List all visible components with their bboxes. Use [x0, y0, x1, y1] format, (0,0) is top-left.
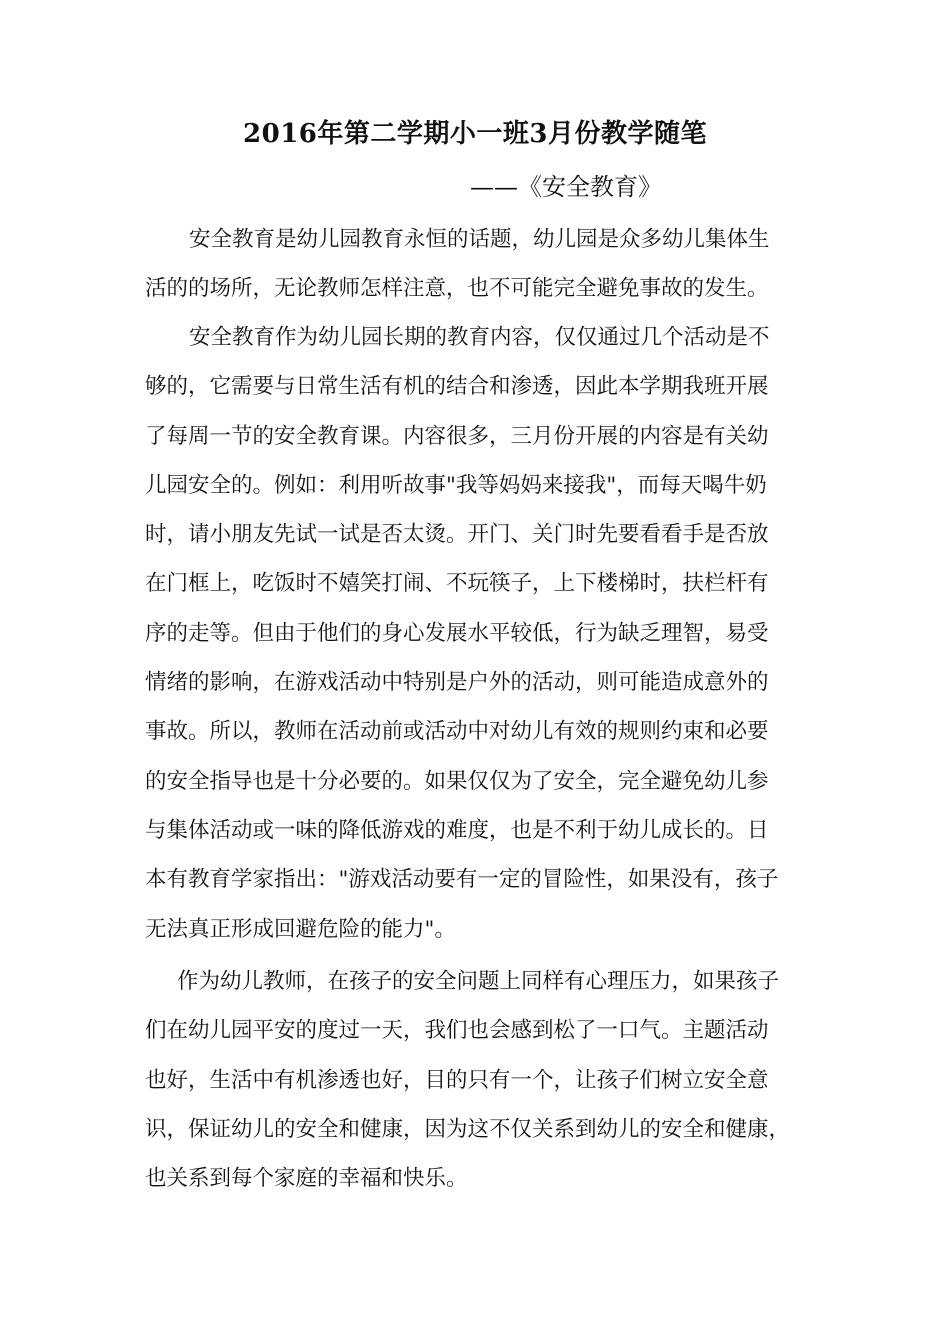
paragraph-line: 安全教育作为幼儿园长期的教育内容，仅仅通过几个活动是不: [189, 325, 770, 350]
paragraph-line: 活的的场所，无论教师怎样注意，也不可能完全避免事故的发生。: [145, 276, 769, 302]
paragraph-line: 时，请小朋友先试一试是否太烫。开门、关门时先要看看手是否放: [145, 522, 769, 548]
paragraph-line: 序的走等。但由于他们的身心发展水平较低，行为缺乏理智，易受: [145, 620, 769, 646]
paragraph-line: 儿园安全的。例如：利用听故事"我等妈妈来接我"，而每天喝牛奶: [145, 472, 767, 498]
page-title: 2016年第二学期小一班3月份教学随笔: [243, 119, 707, 149]
paragraph-2: [145, 313, 815, 954]
paragraph-line: 的安全指导也是十分必要的。如果仅仅为了安全，完全避免幼儿参: [145, 768, 769, 794]
paragraph-line: 了每周一节的安全教育课。内容很多，三月份开展的内容是有关幼: [145, 423, 769, 449]
paragraph-line: 识，保证幼儿的安全和健康，因为这不仅关系到幼儿的安全和健康，: [145, 1116, 791, 1142]
paragraph-line: 也关系到每个家庭的幸福和快乐。: [145, 1166, 468, 1192]
paragraph-line: 也好，生活中有机渗透也好，目的只有一个，让孩子们树立安全意: [145, 1067, 769, 1093]
paragraph-1: [145, 215, 815, 314]
paragraph-line: 们在幼儿园平安的度过一天，我们也会感到松了一口气。主题活动: [145, 1018, 769, 1044]
paragraph-line: 无法真正形成回避危险的能力"。: [145, 916, 456, 942]
paragraph-3: [145, 957, 815, 1203]
paragraph-line: 本有教育学家指出："游戏活动要有一定的冒险性，如果没有，孩子: [145, 867, 779, 893]
paragraph-line: 情绪的影响，在游戏活动中特别是户外的活动，则可能造成意外的: [145, 670, 769, 696]
paragraph-line: 事故。所以，教师在活动前或活动中对幼儿有效的规则约束和必要: [145, 719, 769, 745]
page-subtitle: ——《安全教育》: [470, 173, 662, 201]
paragraph-line: 在门框上，吃饭时不嬉笑打闹、不玩筷子，上下楼梯时，扶栏杆有: [145, 571, 769, 597]
paragraph-line: 作为幼儿教师，在孩子的安全问题上同样有心理压力，如果孩子: [177, 969, 780, 994]
paragraph-line: 安全教育是幼儿园教育永恒的话题，幼儿园是众多幼儿集体生: [189, 227, 770, 252]
paragraph-line: 与集体活动或一味的降低游戏的难度，也是不利于幼儿成长的。日: [145, 817, 769, 843]
paragraph-line: 够的，它需要与日常生活有机的结合和渗透，因此本学期我班开展: [145, 374, 769, 400]
